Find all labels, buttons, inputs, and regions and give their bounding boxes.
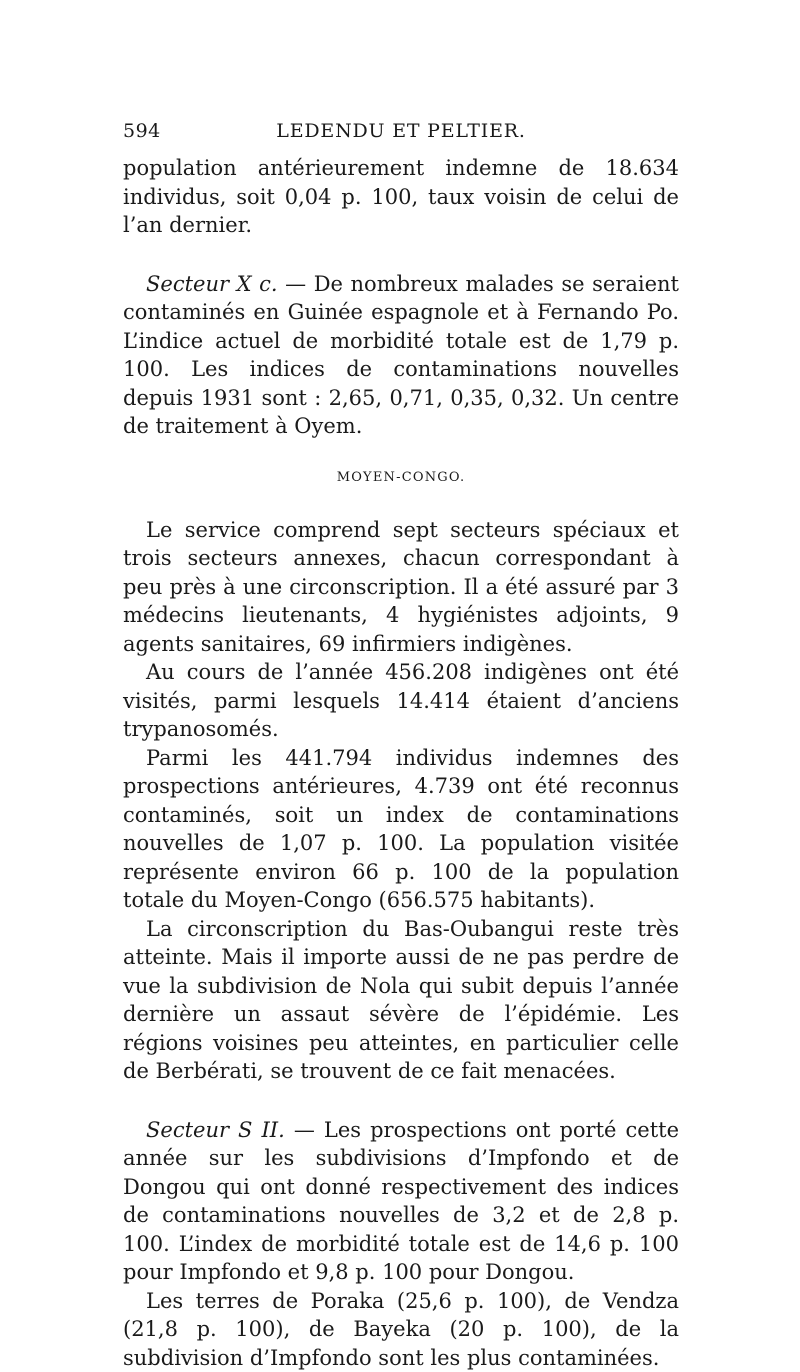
paragraph-secteur-xc <box>123 270 679 441</box>
page-body <box>123 154 679 1372</box>
paragraph-text-secteur-xc: — De nombreux malades se seraient contaminés en Guinée espagnole et à Fernando Po. L’indice actuel de morbidité totale est de 1,79 p. 100. Les indices de contaminations nouvelles depuis 1931 sont : 2,65, 0,71, 0,35, 0,32. Un centre de traitement à Oyem. <box>123 272 679 439</box>
section-title-moyen-congo: MOYEN-CONGO. <box>123 470 679 486</box>
paragraph-terres: Les terres de Poraka (25,6 p. 100), de Vendza (21,8 p. 100), de Bayeka (20 p. 100), de la subdivision d’Impfondo sont les plus contaminées. <box>123 1287 679 1372</box>
paragraph-text-secteur-s2: — Les prospections ont porté cette année sur les subdivisions d’Impfondo et de Dongou qui ont donné respectivement des indices de contaminations nouvelles de 3,2 et de 2,8 p. 100. L’index de morbidité totale est de 14,6 p. 100 pour Impfondo et 9,8 p. 100 pour Dongou. <box>123 1118 679 1285</box>
paragraph-bas-oubangui: La circonscription du Bas-Oubangui reste très atteinte. Mais il importe aussi de ne pas perdre de vue la subdivision de Nola qui subit depuis l’année dernière un assaut sévère de l’épidémie. Les régions voisines peu atteintes, en particulier celle de Berbérati, se trouvent de ce fait menacées. <box>123 915 679 1086</box>
paragraph-lead-secteur-xc: Secteur X c. <box>146 272 278 296</box>
paragraph-secteur-s2 <box>123 1116 679 1287</box>
paragraph-visites: Au cours de l’année 456.208 indigènes ont été visités, parmi lesquels 14.414 étaient d’anciens trypanosomés. <box>123 658 679 744</box>
paragraph-continuation: population antérieurement indemne de 18.634 individus, soit 0,04 p. 100, taux voisin de celui de l’an dernier. <box>123 154 679 240</box>
paragraph-indemnes: Parmi les 441.794 individus indemnes des prospections antérieures, 4.739 ont été reconnus contaminés, soit un index de contaminations nouvelles de 1,07 p. 100. La population visitée représente environ 66 p. 100 de la population totale du Moyen-Congo (656.575 habitants). <box>123 744 679 915</box>
running-head <box>123 120 679 148</box>
paragraph-service: Le service comprend sept secteurs spéciaux et trois secteurs annexes, chacun correspondant à peu près à une circonscription. Il a été assuré par 3 médecins lieutenants, 4 hygiénistes adjoints, 9 agents sanitaires, 69 infirmiers indigènes. <box>123 516 679 659</box>
paragraph-lead-secteur-s2: Secteur S II. <box>146 1118 285 1142</box>
page-number: 594 <box>123 120 161 142</box>
running-head-title: LEDENDU ET PELTIER. <box>123 120 679 142</box>
